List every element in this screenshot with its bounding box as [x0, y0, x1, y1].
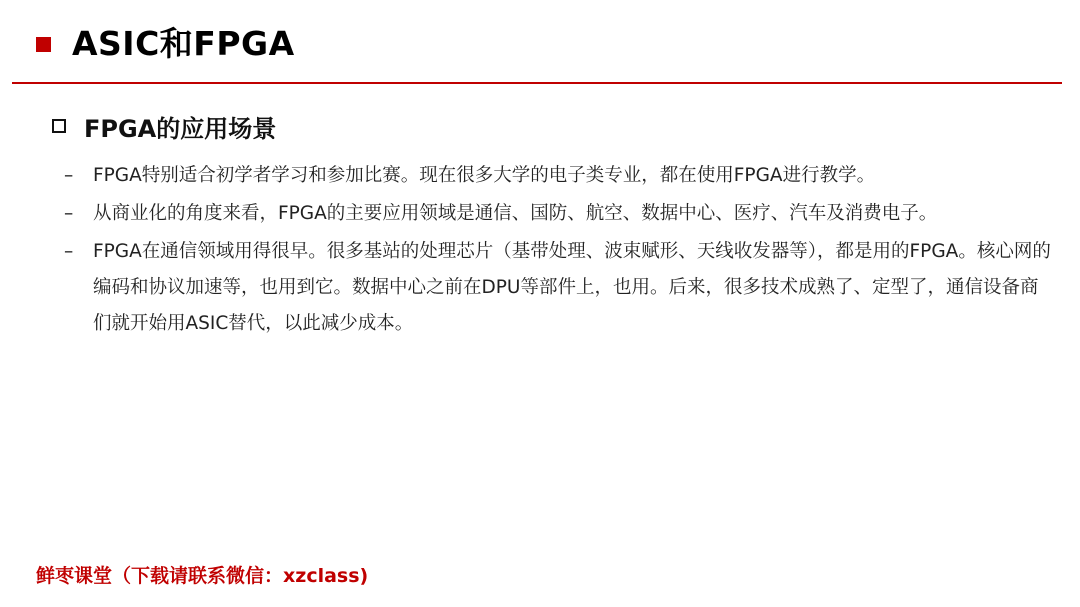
title-square-icon: [36, 37, 51, 52]
bullet-text: FPGA特别适合初学者学习和参加比赛。现在很多大学的电子类专业，都在使用FPGA进行教学。: [93, 165, 876, 186]
bullet-item: [64, 234, 1054, 342]
bullet-list: [64, 158, 1054, 344]
footer-credit: 鲜枣课堂（下载请联系微信：xzclass): [36, 565, 369, 587]
slide-title: ASIC和FPGA: [72, 24, 295, 63]
bullet-text: FPGA在通信领域用得很早。很多基站的处理芯片（基带处理、波束赋形、天线收发器等），都是用的FPGA。核心网的编码和协议加速等，也用到它。数据中心之前在DPU等部件上，也用。后来，很多技术成熟了、定型了，通信设备商们就开始用ASIC替代，以此减少成本。: [93, 241, 1051, 334]
bullet-text: 从商业化的角度来看，FPGA的主要应用领域是通信、国防、航空、数据中心、医疗、汽车及消费电子。: [93, 203, 938, 224]
section-title: FPGA的应用场景: [84, 114, 277, 143]
bullet-item: [64, 196, 1054, 232]
title-divider: [12, 82, 1062, 84]
bullet-dash: –: [64, 165, 74, 186]
section-heading: [52, 108, 276, 144]
slide-header: [0, 0, 1080, 84]
bullet-dash: –: [64, 241, 74, 262]
bullet-item: [64, 158, 1054, 194]
bullet-dash: –: [64, 203, 74, 224]
checkbox-square-icon: [52, 119, 66, 133]
